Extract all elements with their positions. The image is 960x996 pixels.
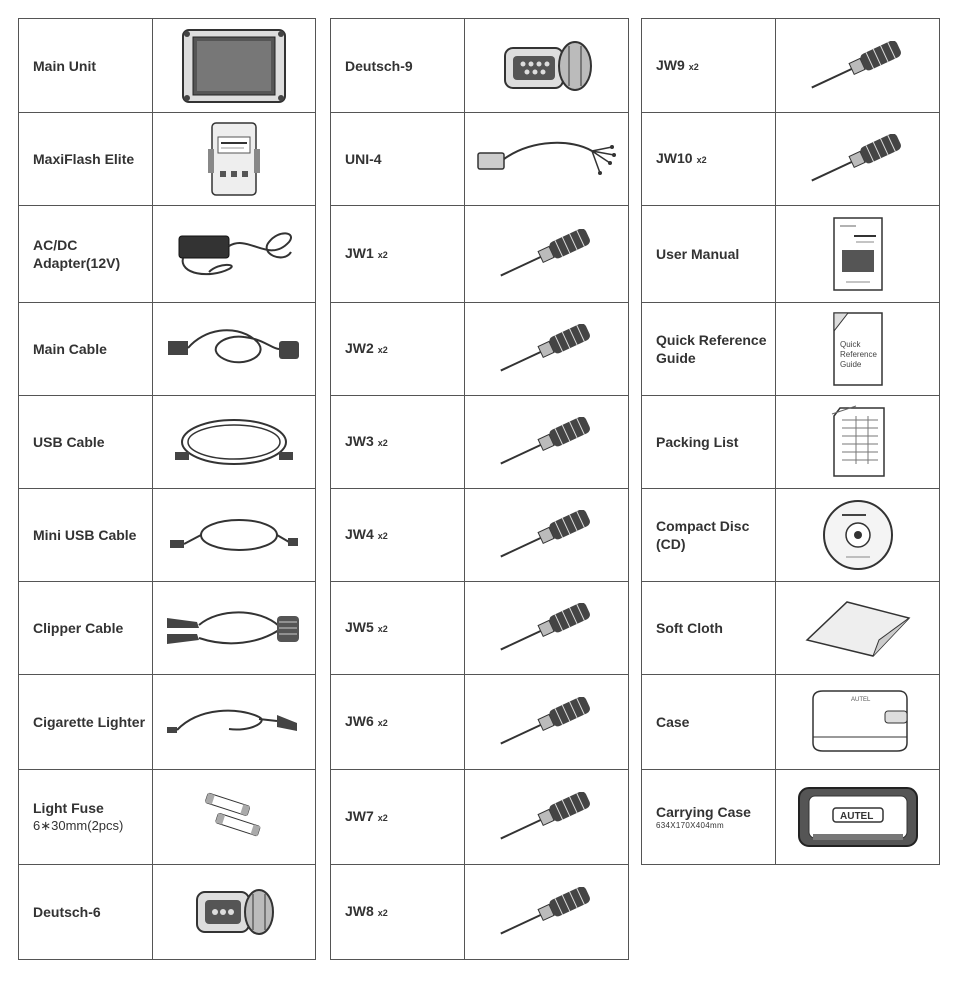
item-row [642, 303, 940, 396]
item-label [331, 865, 465, 959]
jumper-wire-icon [465, 206, 629, 302]
jumper-wire-icon [465, 303, 629, 395]
jumper-wire-icon [465, 396, 629, 488]
item-name: JW4 x2 [345, 526, 388, 542]
item-name: AC/DC [33, 237, 78, 253]
main-cable-icon [153, 303, 316, 395]
item-name: JW10 x2 [656, 150, 707, 166]
item-label [642, 303, 776, 395]
item-row [19, 396, 316, 489]
item-label [642, 582, 776, 674]
item-name: Carrying Case [656, 804, 751, 820]
item-row [331, 19, 629, 113]
item-name: Case [656, 714, 690, 730]
item-label [19, 582, 153, 674]
svg-text:Quick: Quick [839, 340, 860, 349]
item-name: Mini USB Cable [33, 527, 137, 543]
item-label [331, 113, 465, 205]
items-column-3 [641, 18, 940, 865]
quantity: x2 [377, 624, 388, 634]
item-name: MaxiFlash Elite [33, 151, 135, 167]
item-name: Clipper Cable [33, 620, 124, 636]
usb-cable-icon [153, 396, 316, 488]
item-label [642, 675, 776, 769]
item-name: Soft Cloth [656, 620, 723, 636]
item-row [19, 582, 316, 675]
item-row [642, 489, 940, 582]
item-label [642, 19, 776, 112]
item-row [642, 770, 940, 865]
item-label [19, 865, 153, 959]
item-row [642, 113, 940, 206]
item-row [642, 582, 940, 675]
quantity: x2 [688, 61, 699, 72]
item-row [642, 396, 940, 489]
mini-usb-cable-icon [153, 489, 316, 581]
items-column-1 [18, 18, 316, 960]
item-name-line2: (CD) [656, 536, 686, 552]
vci-box-icon [153, 113, 316, 205]
jumper-wire-icon [776, 19, 940, 112]
item-name: User Manual [656, 246, 740, 262]
jumper-wire-icon [465, 582, 629, 674]
item-label [19, 19, 153, 112]
item-row [331, 582, 629, 675]
item-label [19, 770, 153, 864]
jumper-wire-icon [465, 865, 629, 959]
jumper-wire-icon [776, 113, 940, 205]
item-row [331, 865, 629, 960]
cigarette-lighter-icon [153, 675, 316, 769]
carrying-case-icon [776, 770, 940, 864]
guide-icon [776, 303, 940, 395]
item-label [19, 489, 153, 581]
item-name-line2: Adapter(12V) [33, 255, 121, 271]
item-name: Deutsch-9 [345, 57, 413, 74]
item-label [19, 113, 153, 205]
item-name: JW9 x2 [656, 56, 699, 73]
item-name: JW6 x2 [345, 713, 388, 729]
quantity: x2 [377, 345, 388, 355]
quantity: x2 [377, 908, 388, 918]
item-name: JW3 x2 [345, 433, 388, 449]
svg-text:Reference: Reference [839, 350, 877, 359]
jumper-wire-icon [465, 489, 629, 581]
quantity: x2 [377, 813, 388, 823]
cd-icon [776, 489, 940, 581]
item-name-line2: Guide [656, 350, 696, 366]
item-name: Quick Reference [656, 332, 767, 348]
jumper-wire-icon [465, 770, 629, 864]
item-label [331, 582, 465, 674]
manual-icon [776, 206, 940, 302]
item-row [331, 675, 629, 770]
packing-list-icon [776, 396, 940, 488]
item-row [19, 865, 316, 960]
tablet-icon [153, 19, 316, 112]
item-label [19, 206, 153, 302]
item-row [19, 675, 316, 770]
item-row [642, 19, 940, 113]
item-name: Main Cable [33, 341, 107, 357]
item-row [331, 113, 629, 206]
item-row [331, 396, 629, 489]
item-label [331, 206, 465, 302]
quantity: x2 [377, 250, 388, 260]
svg-text:AUTEL: AUTEL [850, 697, 870, 703]
svg-text:Guide: Guide [839, 360, 861, 369]
item-name: UNI-4 [345, 151, 382, 167]
item-name: Packing List [656, 434, 739, 450]
item-label [331, 770, 465, 864]
item-label [642, 206, 776, 302]
item-label [331, 19, 465, 112]
item-name: Main Unit [33, 57, 96, 74]
power-adapter-icon [153, 206, 316, 302]
item-name: JW1 x2 [345, 245, 388, 261]
deutsch-connector-icon [153, 865, 316, 959]
item-row [19, 303, 316, 396]
item-label [642, 113, 776, 205]
item-label [642, 770, 776, 864]
item-row [331, 303, 629, 396]
item-name: Deutsch-6 [33, 904, 101, 920]
item-name: Light Fuse [33, 800, 104, 816]
case-icon [776, 675, 940, 769]
cloth-icon [776, 582, 940, 674]
svg-text:AUTEL: AUTEL [839, 811, 873, 822]
item-spec: 6∗30mm(2pcs) [33, 818, 124, 833]
jumper-wire-icon [465, 675, 629, 769]
item-label [331, 675, 465, 769]
item-label [331, 303, 465, 395]
clipper-cable-icon [153, 582, 316, 674]
item-label [19, 675, 153, 769]
quantity: x2 [377, 718, 388, 728]
item-row [642, 206, 940, 303]
item-name: JW2 x2 [345, 340, 388, 356]
item-name: Cigarette Lighter [33, 714, 146, 730]
item-row [19, 489, 316, 582]
item-label [331, 489, 465, 581]
item-label [19, 396, 153, 488]
item-name: JW7 x2 [345, 808, 388, 824]
fuse-icon [153, 770, 316, 864]
multi-wire-adapter-icon [465, 113, 629, 205]
item-name: Compact Disc [656, 518, 750, 534]
item-row [331, 489, 629, 582]
item-name: USB Cable [33, 434, 105, 450]
item-row [642, 675, 940, 770]
deutsch-connector-icon [465, 19, 629, 112]
item-name: JW8 x2 [345, 903, 388, 919]
item-label [642, 489, 776, 581]
item-row [19, 770, 316, 865]
item-row [19, 113, 316, 206]
quantity: x2 [377, 531, 388, 541]
items-column-2 [330, 18, 629, 960]
item-row [19, 206, 316, 303]
quantity: x2 [377, 438, 388, 448]
quantity: x2 [696, 155, 707, 165]
item-dimensions: 634X170X404mm [656, 821, 724, 830]
item-label [642, 396, 776, 488]
item-row [19, 19, 316, 113]
item-label [19, 303, 153, 395]
item-row [331, 770, 629, 865]
item-name: JW5 x2 [345, 619, 388, 635]
item-row [331, 206, 629, 303]
item-label [331, 396, 465, 488]
